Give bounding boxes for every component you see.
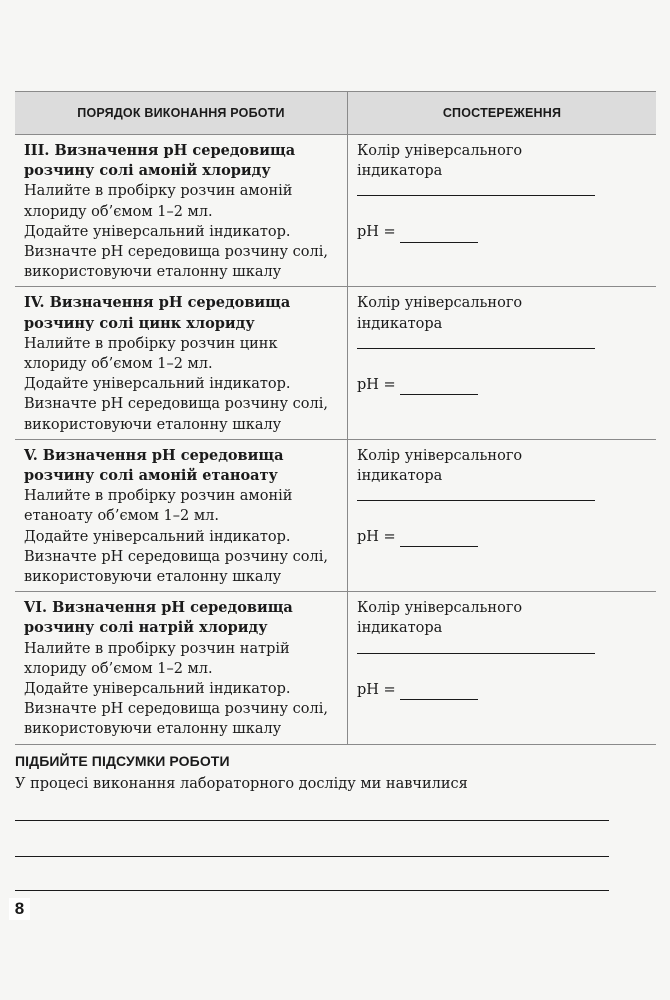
procedure-step: Додайте універсальний індикатор. [24, 681, 291, 698]
summary-heading: ПІДБИЙТЕ ПІДСУМКИ РОБОТИ [15, 753, 230, 769]
section-title: V. Визначення pH середовища [24, 446, 284, 464]
table-row [15, 135, 656, 287]
table-row [15, 592, 656, 744]
procedure-cell [15, 439, 348, 591]
procedure-cell [15, 592, 348, 744]
ph-label: pH = [357, 681, 396, 698]
summary-answer-line-2[interactable] [15, 856, 609, 857]
indicator-color-label: Колір універсального [357, 600, 523, 617]
indicator-color-label: індикатора [357, 163, 443, 180]
ph-answer-line[interactable] [400, 380, 478, 395]
indicator-color-answer-line[interactable] [357, 195, 595, 196]
section-title: розчину солі амоній хлориду [24, 162, 271, 180]
procedure-cell [15, 287, 348, 439]
ph-answer-line[interactable] [400, 532, 478, 547]
indicator-color-label: Колір універсального [357, 447, 523, 464]
procedure-step: використовуючи еталонну шкалу [24, 416, 282, 433]
ph-row [357, 222, 648, 242]
table-row [15, 287, 656, 439]
procedure-observation-table [15, 91, 656, 745]
section-title: VI. Визначення pH середовища [24, 599, 293, 617]
summary-answer-line-1[interactable] [15, 820, 609, 821]
header-procedure: ПОРЯДОК ВИКОНАННЯ РОБОТИ [15, 92, 348, 135]
ph-label: pH = [357, 529, 396, 546]
ph-row [357, 680, 648, 700]
section-title: розчину солі натрій хлориду [24, 619, 268, 637]
indicator-color-label: Колір універсального [357, 143, 523, 159]
section-title: розчину солі цинк хлориду [24, 314, 255, 332]
procedure-step: хлориду об’ємом 1–2 мл. [24, 203, 213, 220]
ph-label: pH = [357, 376, 396, 393]
procedure-step: використовуючи еталонну шкалу [24, 264, 282, 281]
procedure-step: Визначте pH середовища розчину солі, [24, 701, 328, 718]
procedure-step: Додайте універсальний індикатор. [24, 223, 291, 240]
table-row [15, 439, 656, 591]
indicator-color-answer-line[interactable] [357, 348, 595, 349]
indicator-color-answer-line[interactable] [357, 653, 595, 654]
procedure-step: етаноату об’ємом 1–2 мл. [24, 508, 219, 525]
indicator-color-label: індикатора [357, 620, 443, 637]
header-observations: СПОСТЕРЕЖЕННЯ [348, 92, 657, 135]
ph-answer-line[interactable] [400, 685, 478, 700]
procedure-step: використовуючи еталонну шкалу [24, 569, 282, 586]
observation-cell [348, 439, 657, 591]
procedure-step: Визначте pH середовища розчину солі, [24, 548, 328, 565]
observation-cell [348, 592, 657, 744]
ph-row [357, 375, 648, 395]
ph-row [357, 527, 648, 547]
section-title: III. Визначення pH середовища [24, 142, 296, 159]
observation-cell [348, 135, 657, 287]
procedure-step: Налийте в пробірку розчин цинк [24, 335, 278, 352]
page-number: 8 [9, 898, 30, 920]
procedure-step: Визначте pH середовища розчину солі, [24, 244, 328, 261]
procedure-step: Додайте універсальний індикатор. [24, 528, 291, 545]
ph-label: pH = [357, 224, 396, 241]
indicator-color-label: індикатора [357, 468, 443, 485]
observation-cell [348, 287, 657, 439]
table-header-row [15, 92, 656, 135]
procedure-step: хлориду об’ємом 1–2 мл. [24, 660, 213, 677]
procedure-step: Налийте в пробірку розчин амоній [24, 183, 293, 200]
section-title: розчину солі амоній етаноату [24, 467, 278, 485]
procedure-step: Визначте pH середовища розчину солі, [24, 396, 328, 413]
procedure-step: хлориду об’ємом 1–2 мл. [24, 356, 213, 373]
procedure-step: Налийте в пробірку розчин амоній [24, 488, 293, 505]
procedure-step: Додайте універсальний індикатор. [24, 376, 291, 393]
procedure-step: Налийте в пробірку розчин натрій [24, 640, 290, 657]
procedure-cell [15, 135, 348, 287]
summary-prompt: У процесі виконання лабораторного досліду ми навчилися [15, 776, 468, 792]
summary-answer-line-3[interactable] [15, 890, 609, 891]
indicator-color-label: індикатора [357, 315, 443, 332]
indicator-color-answer-line[interactable] [357, 500, 595, 501]
indicator-color-label: Колір універсального [357, 295, 523, 312]
ph-answer-line[interactable] [400, 228, 478, 243]
procedure-step: використовуючи еталонну шкалу [24, 721, 282, 738]
section-title: IV. Визначення pH середовища [24, 294, 291, 312]
